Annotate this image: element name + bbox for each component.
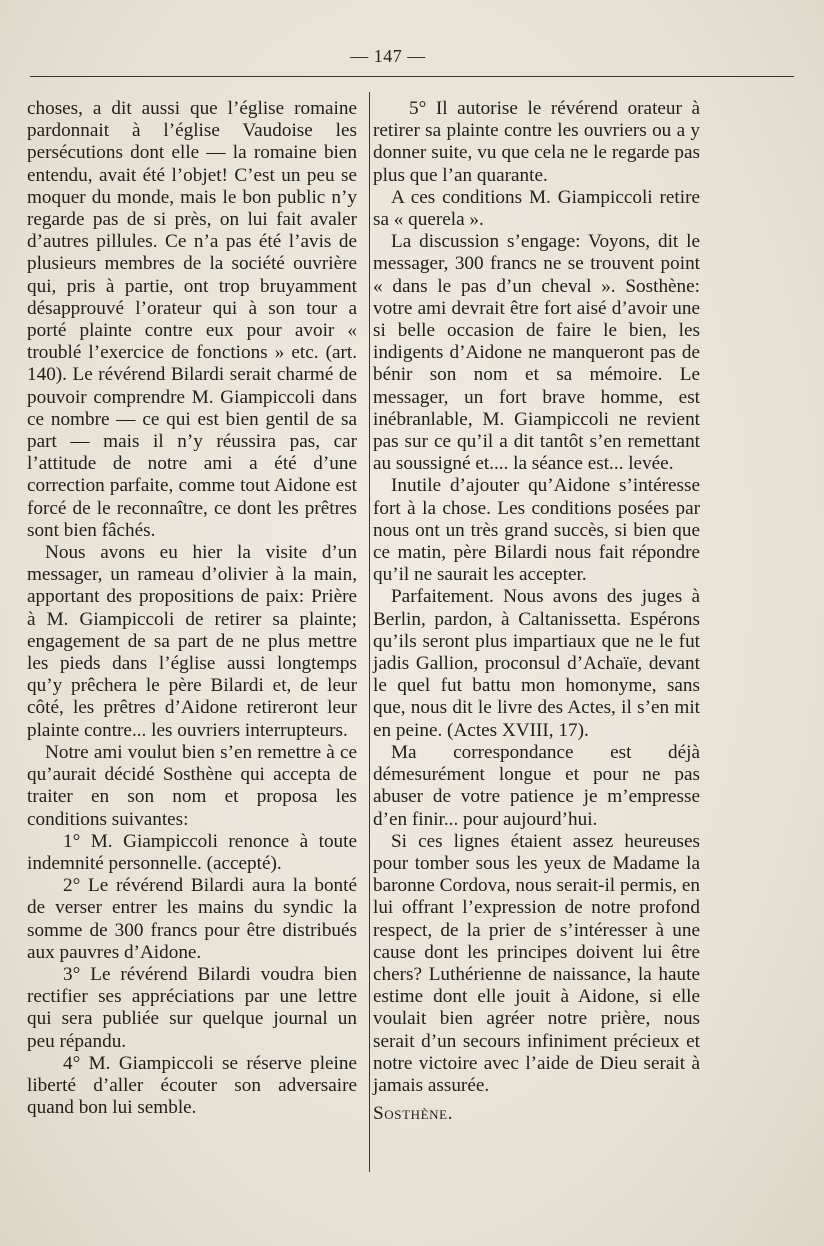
column-divider — [369, 92, 370, 1172]
left-column — [27, 98, 357, 1119]
condition-item: 3° Le révérend Bilardi voudra bien rectifier ses appréciations par une lettre qui sera publiée sur quelque journal un peu répandu. — [27, 963, 357, 1052]
paragraph: Si ces lignes étaient assez heureuses pour tomber sous les yeux de Madame la baronne Cordova, nous serait-il permis, en lui offrant l’expression de notre profond respect, de la prier de s’intéresser à une cause dont les principes doivent lui être chers? Luthérienne de naissance, la haute estime dont elle jouit à Aidone, si elle voulait bien agréer notre prière, nous serait d’un secours infiniment précieux et notre victoire avec l’aide de Dieu serait à jamais assurée. — [373, 830, 700, 1096]
condition-item: 5° Il autorise le révérend orateur à retirer sa plainte contre les ouvriers ou a y donner suite, vu que cela ne le regarde pas plus que l’an quarante. — [373, 98, 700, 186]
paragraph: La discussion s’engage: Voyons, dit le messager, 300 francs ne se trouvent point « dans le pas d’un cheval ». Sosthène: votre ami devrait être fort aisé d’avoir une si belle occasion de faire le bien, les indigents d’Aidone ne manqueront pas de bénir son nom et sa mémoire. Le messager, un fort brave homme, est inébranlable, M. Giampiccoli ne revient pas sur ce qu’il a dit tantôt s’en remettant au soussigné et.... la séance est... levée. — [373, 231, 700, 475]
condition-item: 1° M. Giampiccoli renonce à toute indemnité personnelle. (accepté). — [27, 830, 357, 874]
paragraph: A ces conditions M. Giampiccoli retire sa « querela ». — [373, 186, 700, 231]
page-number: — 147 — — [350, 46, 426, 66]
condition-item: 2° Le révérend Bilardi aura la bonté de verser entrer les mains du syndic la somme de 300 francs pour être distribués aux pauvres d’Aidone. — [27, 875, 357, 963]
right-column — [373, 98, 700, 1125]
header-rule — [30, 76, 794, 77]
paragraph: Nous avons eu hier la visite d’un messager, un rameau d’olivier à la main, apportant des propositions de paix: Prière à M. Giampiccoli de retirer sa plainte; engagement de sa part de ne plus mettre les pieds dans l’église aussi longtemps qu’y prêchera le père Bilardi et, de leur côté, les prêtres d’Aidone retireront leur plainte contre... les ouvriers interrupteurs. — [27, 542, 357, 741]
paragraph: Parfaitement. Nous avons des juges à Berlin, pardon, à Caltanissetta. Espérons qu’ils seront plus impartiaux que ne le fut jadis Gallion, proconsul d’Achaïe, devant le quel fut battu mon homonyme, sans que, nous dit le livre des Actes, il s’en mit en peine. (Actes XVIII, 17). — [373, 586, 700, 741]
paragraph: Notre ami voulut bien s’en remettre à ce qu’aurait décidé Sosthène qui accepta de traiter en son nom et proposa les conditions suivantes: — [27, 741, 357, 830]
signature: Sosthène. — [373, 1103, 454, 1125]
paragraph: Ma correspondance est déjà démesurément longue et pour ne pas abuser de votre patience je m’empresse d’en finir... pour aujourd’hui. — [373, 741, 700, 830]
paragraph: Inutile d’ajouter qu’Aidone s’intéresse fort à la chose. Les conditions posées par nous ont un très grand succès, si bien que ce matin, père Bilardi nous fait répondre qu’il ne saurait les accepter. — [373, 475, 700, 586]
paragraph: choses, a dit aussi que l’église romaine pardonnait à l’église Vaudoise les persécutions dont elle — la romaine bien entendu, avait été l’objet! C’est un peu se moquer du monde, mais le bon public n’y regarde pas de si près, on lui fait avaler d’autres pillules. Ce n’a pas été l’avis de plusieurs membres de la société ouvrière qui, pris à partie, ont trop bruyamment désapprouvé l’orateur qui à son tour a porté plainte contre eux pour avoir « troublé l’exercice de fonctions » etc. (art. 140). Le révérend Bilardi serait charmé de pouvoir comprendre M. Giampiccoli dans ce nombre — ce qui est bien gentil de sa part — mais il n’y réussira pas, car l’attitude de notre ami a été d’une correction parfaite, comme tout Aidone est forcé de le reconnaître, ce dont les prêtres sont bien fâchés. — [27, 98, 357, 541]
condition-item: 4° M. Giampiccoli se réserve pleine liberté d’aller écouter son adversaire quand bon lui semble. — [27, 1052, 357, 1119]
